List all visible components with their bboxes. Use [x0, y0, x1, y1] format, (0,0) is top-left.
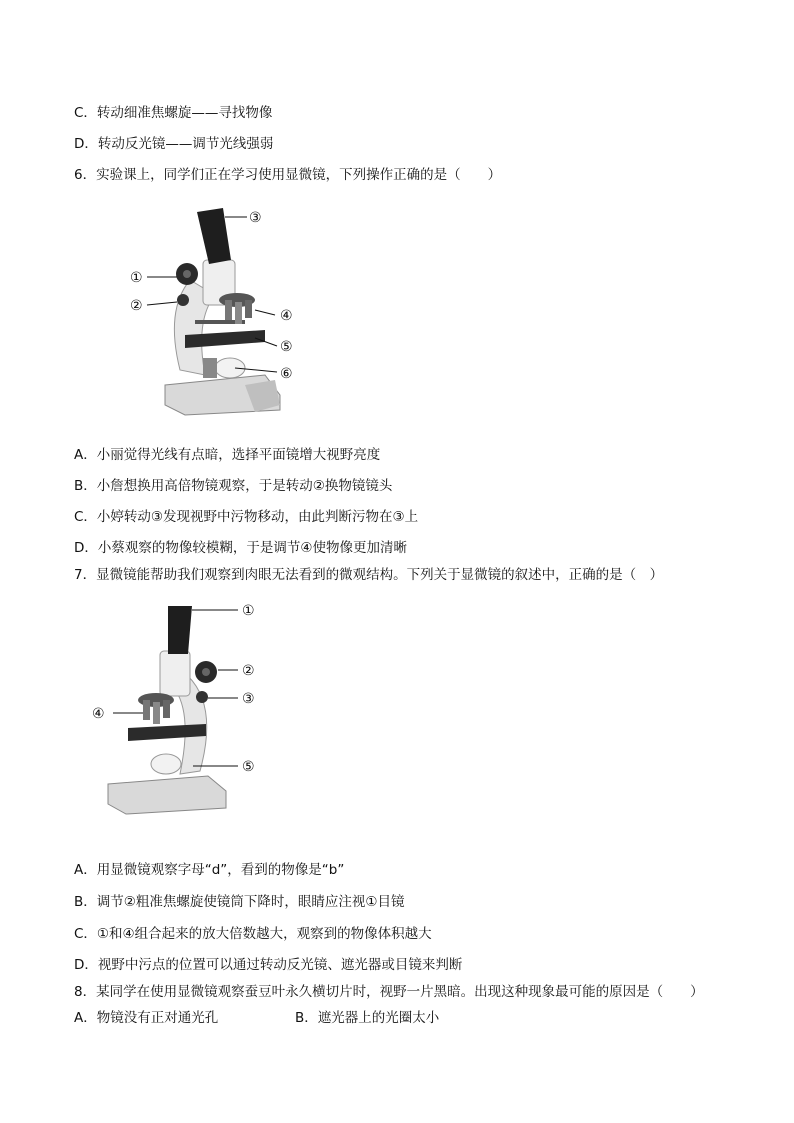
q7-option-a: A．用显微镜观察字母“d”，看到的物像是“b” — [74, 862, 345, 878]
q7-option-b: B．调节②粗准焦螺旋使镜筒下降时，眼睛应注视①目镜 — [74, 894, 405, 910]
q7-option-d: D．视野中污点的位置可以通过转动反光镜、遮光器或目镜来判断 — [74, 957, 463, 973]
q6-option-c: C．小婷转动③发现视野中污物移动，由此判断污物在③上 — [74, 509, 419, 525]
q6-label-5: ⑤ — [280, 339, 293, 355]
q6-label-4: ④ — [280, 308, 293, 324]
q5-option-d: D．转动反光镜——调节光线强弱 — [74, 136, 274, 152]
q6-stem: 6．实验课上，同学们正在学习使用显微镜，下列操作正确的是（ ） — [74, 167, 502, 183]
q7-microscope-figure — [88, 596, 278, 826]
q7-label-2: ② — [242, 663, 255, 679]
q6-label-6: ⑥ — [280, 366, 293, 382]
q6-label-2: ② — [130, 298, 143, 314]
q8-option-a: A．物镜没有正对通光孔 — [74, 1010, 219, 1026]
q7-label-4: ④ — [92, 706, 105, 722]
q6-option-b: B．小詹想换用高倍物镜观察，于是转动②换物镜镜头 — [74, 478, 393, 494]
q7-label-1: ① — [242, 603, 255, 619]
q8-stem: 8．某同学在使用显微镜观察蚕豆叶永久横切片时，视野一片黑暗。出现这种现象最可能的原因是（ ） — [74, 984, 704, 1000]
q7-label-5: ⑤ — [242, 759, 255, 775]
q5-option-c: C．转动细准焦螺旋——寻找物像 — [74, 105, 273, 121]
q6-option-d: D．小蔡观察的物像较模糊，于是调节④使物像更加清晰 — [74, 540, 407, 556]
q7-stem: 7．显微镜能帮助我们观察到肉眼无法看到的微观结构。下列关于显微镜的叙述中，正确的是（ ） — [74, 567, 664, 583]
q8-option-b: B．遮光器上的光圈太小 — [295, 1010, 440, 1026]
q6-label-3: ③ — [249, 210, 262, 226]
q7-label-3: ③ — [242, 691, 255, 707]
q6-option-a: A．小丽觉得光线有点暗，选择平面镜增大视野亮度 — [74, 447, 381, 463]
q6-label-1: ① — [130, 270, 143, 286]
q7-option-c: C．①和④组合起来的放大倍数越大，观察到的物像体积越大 — [74, 926, 432, 942]
q6-microscope-figure — [125, 200, 315, 425]
